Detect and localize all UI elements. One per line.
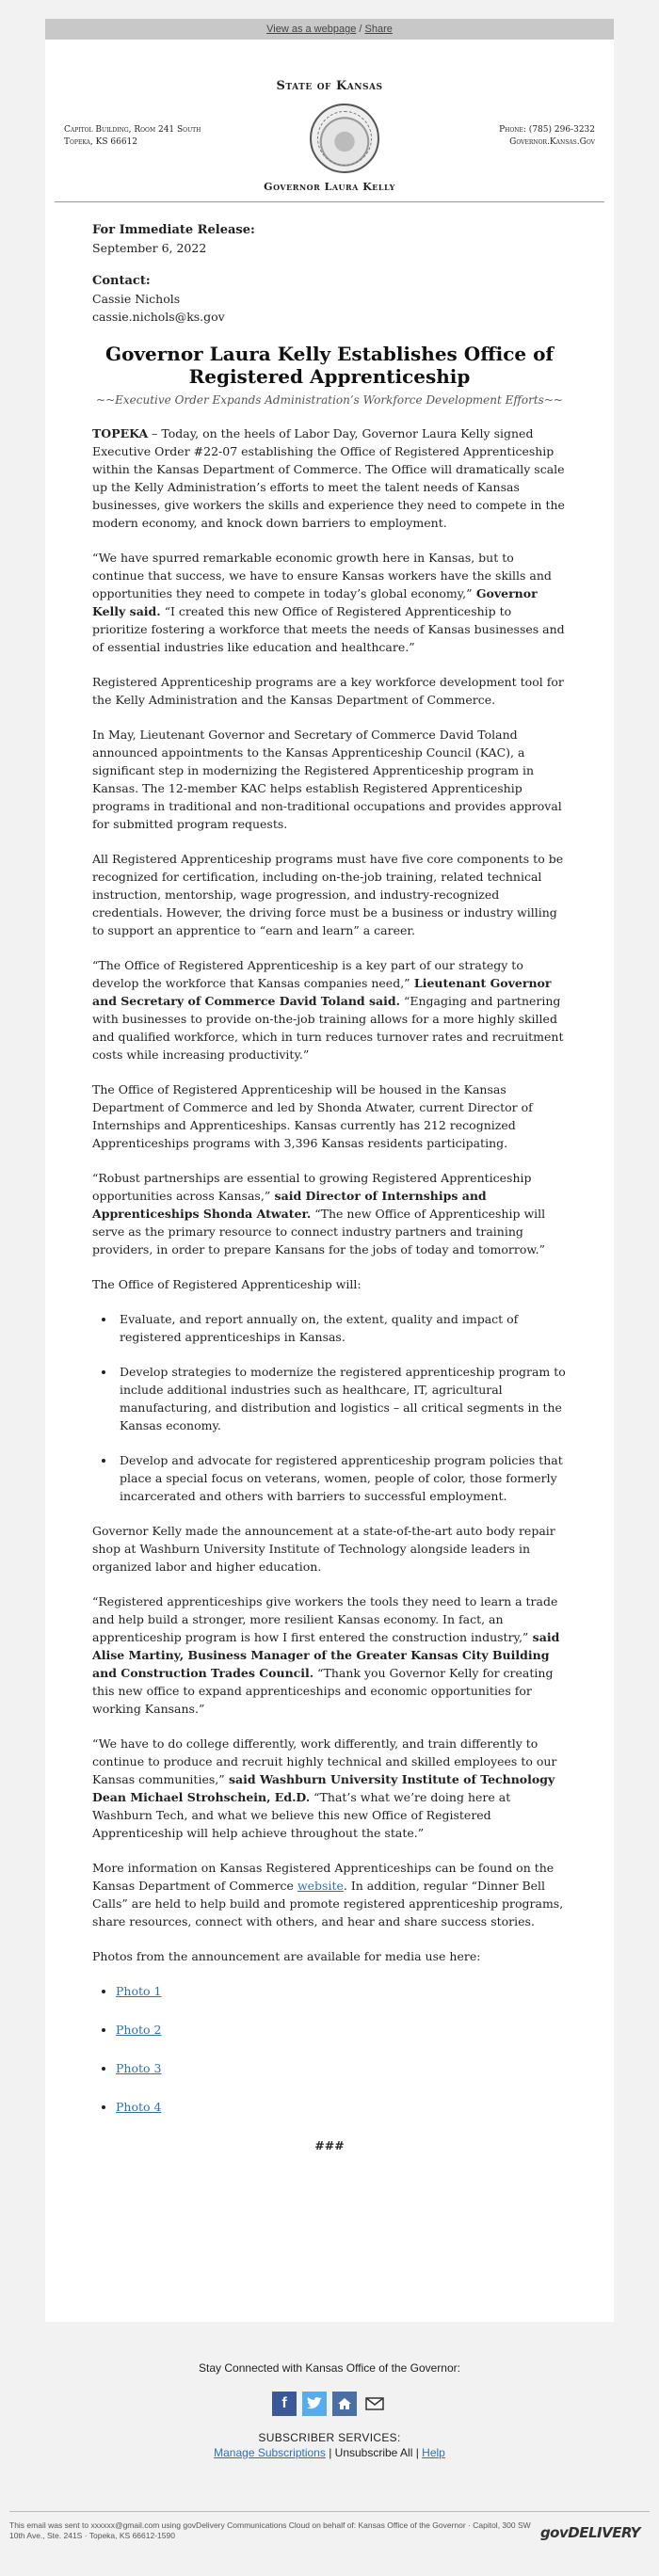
paragraph-text: – Today, on the heels of Labor Day, Governor Laura Kelly signed Executive Order #22-07 establishing the Office of Registered Apprenticeship within the Kansas Department of Commerce. The Office will dramatically scale up the Kelly Administration’s efforts to meet the talent needs of Kansas businesses, give workers the skills and experience they need to compete in the modern economy, and knock down barriers to employment. — [92, 426, 565, 530]
photo-4-link[interactable]: Photo 4 — [116, 2100, 162, 2114]
legal-footer — [0, 2511, 659, 2557]
home-icon[interactable] — [332, 2392, 357, 2416]
quote-text: “I created this new Office of Registered Apprenticeship to prioritize fostering a workforce that meets the needs of Kansas businesses and of essential industries like education and healthcare.” — [92, 604, 565, 654]
disclaimer-text: This email was sent to xxxxxx@gmail.com using govDelivery Communications Cloud on behalf of: Kansas Office of the Governor · Capitol, 300 SW 10th Ave., Ste. 241S · Topeka, KS 66612-1590 — [9, 2520, 531, 2540]
separator: / — [356, 24, 365, 35]
speaker-attribution: Governor Kelly said. — [92, 586, 538, 618]
subhead: ~~Executive Order Expands Administration’s Workforce Development Efforts~~ — [96, 393, 563, 407]
email-body — [45, 40, 614, 2322]
dateline: TOPEKA — [92, 426, 149, 440]
contact-email: cassie.nichols@ks.gov — [92, 310, 225, 324]
press-release — [45, 204, 614, 2154]
share-link[interactable]: Share — [364, 24, 393, 35]
subscriber-services-label: SUBSCRIBER SERVICES: — [258, 2431, 401, 2444]
unsubscribe-all-link[interactable]: Unsubscribe All — [334, 2446, 413, 2459]
divider — [9, 2511, 650, 2512]
subscriber-links — [0, 2446, 659, 2459]
address-line-2: Topeka, KS 66612 — [64, 137, 138, 147]
paragraph-6 — [92, 956, 567, 1064]
contact-name: Cassie Nichols — [92, 292, 181, 306]
quote-text: “Engaging and partnering with businesses to provide on-the-job training allows for a more highly skilled and qualified workforce, which in turn reduces turnover rates and recruitment costs while increasing productivity.” — [92, 994, 564, 1062]
quote-text: “Robust partnerships are essential to growing Registered Apprenticeship opportunities across Kansas,” — [92, 1171, 532, 1203]
paragraph-7: The Office of Registered Apprenticeship will be housed in the Kansas Department of Commerce and led by Shonda Atwater, current Director of Internships and Apprenticeships. Kansas currently has 212 recognized Apprenticeships programs with 3,396 Kansas residents participating. — [92, 1082, 533, 1150]
state-title: State of Kansas — [276, 79, 383, 93]
governor-name: Governor Laura Kelly — [264, 181, 395, 193]
govdelivery-logo: govDELIVERY — [539, 2524, 640, 2541]
paragraph-text: More information on Kansas Registered Apprenticeships can be found on the Kansas Department of Commerce — [92, 1861, 555, 1893]
twitter-icon[interactable] — [302, 2392, 327, 2416]
office-website: Governor.Kansas.Gov — [509, 137, 595, 147]
photo-links-list — [92, 1982, 567, 2116]
letterhead — [45, 40, 614, 204]
quote-text: “Thank you Governor Kelly for creating this new office to expand apprenticeships and economic opportunities for working Kansans.” — [92, 1666, 554, 1716]
list-item: • Evaluate, and report annually on, the extent, quality and impact of registered apprenticeships in Kansas. — [116, 1310, 567, 1346]
quote-text: “That’s what we’re doing here at Washburn Tech, and what we believe this new Office of Registered Apprenticeship will help achieve throughout the state.” — [92, 1790, 511, 1840]
list-item: • Develop and advocate for registered apprenticeship program policies that place a special focus on veterans, women, people of color, those formerly incarcerated and others with barriers to successful employment. — [116, 1451, 567, 1505]
office-duties-list — [92, 1310, 567, 1505]
facebook-icon[interactable]: f — [272, 2392, 297, 2416]
photo-1-link[interactable]: Photo 1 — [116, 1984, 162, 1998]
paragraph-11 — [92, 1592, 567, 1718]
list-item — [116, 2059, 567, 2077]
paragraph-14: Photos from the announcement are available for media use here: — [92, 1949, 481, 1963]
paragraph-3: Registered Apprenticeship programs are a key workforce development tool for the Kelly Administration and the Kansas Department of Commerce. — [92, 675, 564, 707]
address-line-1: Capitol Building, Room 241 South — [64, 125, 201, 135]
speaker-attribution: said Director of Internships and Apprenticeships Shonda Atwater. — [92, 1189, 487, 1221]
office-address — [64, 124, 201, 149]
quote-text: “The Office of Registered Apprenticeship is a key part of our strategy to develop the workforce that Kansas companies need,” — [92, 958, 523, 990]
end-mark: ### — [314, 2138, 345, 2152]
quote-text: “We have spurred remarkable economic growth here in Kansas, but to continue that success, we have to ensure Kansas workers have the skills and opportunities they need to compete in today’s global economy,” — [92, 551, 552, 600]
footer — [0, 2322, 659, 2459]
separator: | — [325, 2446, 335, 2459]
headline: Governor Laura Kelly Establishes Office of Registered Apprenticeship — [104, 343, 555, 388]
divider — [55, 201, 604, 202]
paragraph-1 — [92, 424, 567, 532]
office-contact — [499, 124, 595, 149]
release-label: For Immediate Release: — [92, 223, 255, 237]
view-as-webpage-bar — [45, 19, 614, 40]
paragraph-9: The Office of Registered Apprenticeship will: — [92, 1277, 362, 1291]
photo-2-link[interactable]: Photo 2 — [116, 2023, 162, 2037]
quote-text: “We have to do college differently, work differently, and train differently to continue to produce and recruit highly technical and skilled employees to our Kansas communities,” — [92, 1736, 557, 1786]
paragraph-13 — [92, 1859, 567, 1930]
commerce-website-link[interactable]: website — [297, 1879, 344, 1893]
contact-label: Contact: — [92, 274, 151, 288]
stay-connected-text: Stay Connected with Kansas Office of the Governor: — [199, 2361, 460, 2375]
kansas-seal-icon — [310, 104, 379, 173]
help-link[interactable]: Help — [422, 2446, 445, 2459]
paragraph-5: All Registered Apprenticeship programs must have five core components to be recognized for certification, including on-the-job training, related technical instruction, mentorship, wage progression, and industry-recognized credentials. However, the driving force must be a business or industry willing to support an apprentice to “earn and learn” a career. — [92, 852, 564, 937]
quote-text: “Registered apprenticeships give workers the tools they need to learn a trade and help build a stronger, more resilient Kansas economy. In fact, an apprenticeship program is how I first entered the construction industry,” — [92, 1594, 558, 1644]
list-item: • Develop strategies to modernize the registered apprenticeship program to include additional industries such as healthcare, IT, agricultural manufacturing, and distribution and logistics – all critical segments in the Kansas economy. — [116, 1363, 567, 1434]
paragraph-2 — [92, 549, 567, 656]
paragraph-10: Governor Kelly made the announcement at a state-of-the-art auto body repair shop at Washburn University Institute of Technology alongside leaders in organized labor and higher education. — [92, 1524, 555, 1574]
speaker-attribution: said Alise Martiny, Business Manager of the Greater Kansas City Building and Construction Trades Council. — [92, 1630, 560, 1680]
paragraph-4: In May, Lieutenant Governor and Secretary of Commerce David Toland announced appointments to the Kansas Apprenticeship Council (KAC), a significant step in modernizing the Registered Apprenticeship program in Kansas. The 12-member KAC helps establish Registered Apprenticeship programs in traditional and non-traditional occupations and provides approval for submitted program requests. — [92, 728, 562, 831]
paragraph-12 — [92, 1735, 567, 1842]
quote-text: “The new Office of Apprenticeship will serve as the primary resource to connect industry partners and training providers, in order to prepare Kansans for the jobs of today and tomorrow.” — [92, 1207, 546, 1256]
speaker-attribution: said Washburn University Institute of Technology Dean Michael Strohschein, Ed.D. — [92, 1772, 555, 1804]
list-item — [116, 2021, 567, 2039]
list-item — [116, 2098, 567, 2116]
manage-subscriptions-link[interactable]: Manage Subscriptions — [214, 2446, 326, 2459]
paragraph-8 — [92, 1169, 567, 1258]
photo-3-link[interactable]: Photo 3 — [116, 2061, 162, 2075]
separator: | — [412, 2446, 423, 2459]
view-as-webpage-link[interactable]: View as a webpage — [266, 24, 357, 35]
paragraph-text: . In addition, regular “Dinner Bell Calls” are held to help build and promote registered apprenticeship programs, share resources, connect with others, and hear and share success stories. — [92, 1879, 564, 1928]
speaker-attribution: Lieutenant Governor and Secretary of Commerce David Toland said. — [92, 976, 552, 1008]
email-icon[interactable] — [362, 2392, 387, 2416]
social-links — [0, 2392, 659, 2416]
office-phone: Phone: (785) 296-3232 — [499, 125, 595, 135]
list-item — [116, 1982, 567, 2000]
release-date: September 6, 2022 — [92, 241, 207, 255]
